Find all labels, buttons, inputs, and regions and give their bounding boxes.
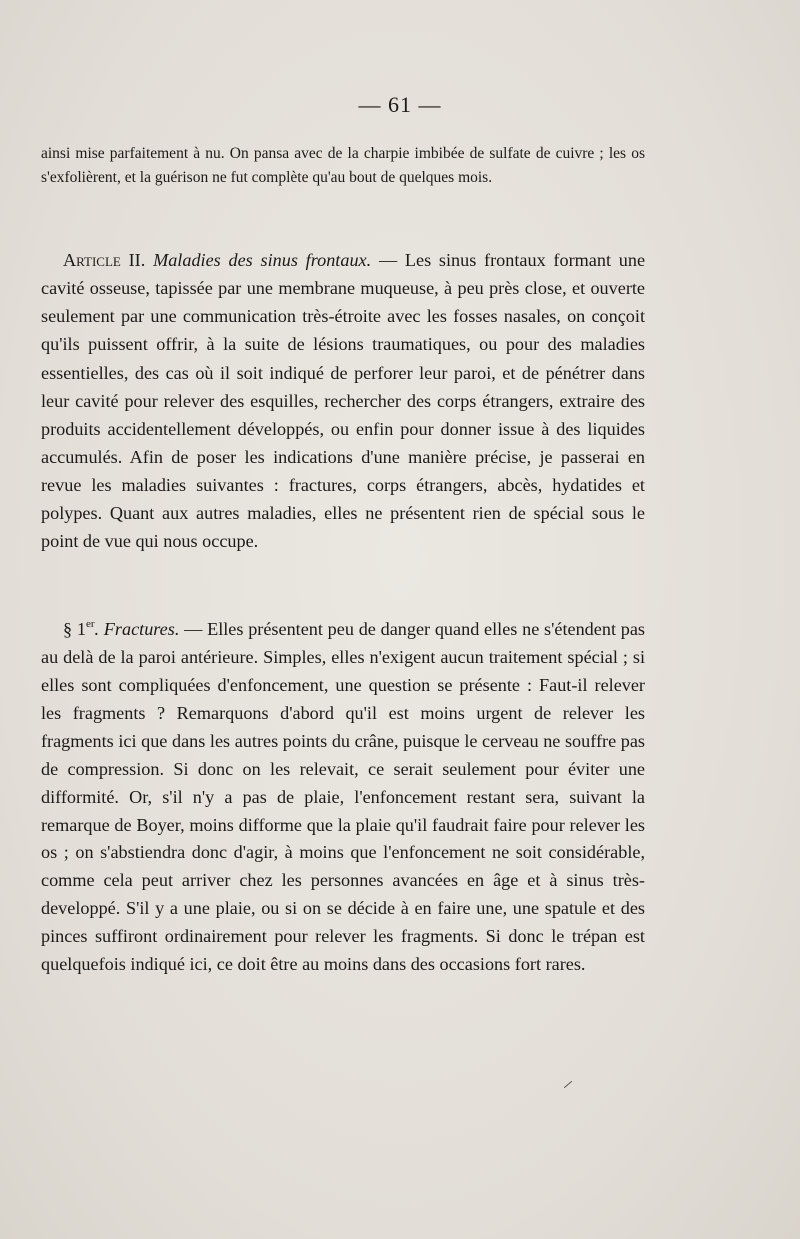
section-title: . Fractures. [94, 619, 180, 640]
section-ordinal: er [85, 618, 95, 631]
section-body: — Elles présentent peu de danger quand elles ne s'étendent pas au delà de la paroi antérieure. Simples, elles n'exigent aucun traitement spécial ; si elles sont compliquées d'enfoncement, une question se présente : Faut-il relever les fragments ? Remarquons d'abord qu'il est moins urgent de relever les fragments ici que dans les autres points du crâne, puisque le cerveau ne souffre pas de compression. Si donc on les relevait, ce serait seulement pour éviter une difformité. Or, s'il n'y a pas de plaie, l'enfoncement restant sera, suivant la remarque de Boyer, moins difforme que la plaie qu'il faudrait faire pour relever les os ; on s'abstiendra donc d'agir, à moins que l'enfoncement ne soit considérable, comme cela peut arriver chez les personnes avancées en âge et à sinus très-developpé. S'il y a une plaie, ou si on se décide à en faire une, une spatule et des pinces suffiront ordinairement pour relever les fragments. Si donc le trépan est quelquefois indiqué ici, ce doit être au moins dans des occasions fort rares. [41, 619, 645, 975]
article-body: — Les sinus frontaux formant une cavité osseuse, tapissée par une membrane muqueuse, à peu près close, et ouverte seulement par une communication très-étroite avec les fosses nasales, on conçoit qu'ils puissent offrir, à la suite de lésions traumatiques, ou pour des maladies essentielles, des cas où il soit indiqué de perforer leur paroi, et de pénétrer dans leur cavité pour relever des esquilles, rechercher des corps étrangers, extraire des produits accidentellement développés, ou enfin pour donner issue à des liquides accumulés. Afin de poser les indications d'une manière précise, je passerai en revue les maladies suivantes : fractures, corps étrangers, abcès, hydatides et polypes. Quant aux autres maladies, elles ne présentent rien de spécial sous le point de vue qui nous occupe. [41, 250, 646, 552]
intro-paragraph: ainsi mise parfaitement à nu. On pansa avec de la charpie imbibée de sulfate de cuivre ; les os s'exfolièrent, et la guérison ne fut complète qu'au bout de quelques mois. [41, 144, 645, 186]
article-title: Maladies des sinus frontaux. [153, 250, 372, 271]
article-label: Article [63, 250, 121, 271]
fractures-paragraph [41, 616, 645, 979]
section-number: 1 [76, 619, 86, 640]
article-paragraph [41, 246, 645, 555]
pencil-mark [564, 1081, 572, 1088]
article-number: II. [128, 250, 146, 271]
page-number: — 61 — [358, 92, 442, 117]
section-symbol: § [63, 619, 73, 640]
